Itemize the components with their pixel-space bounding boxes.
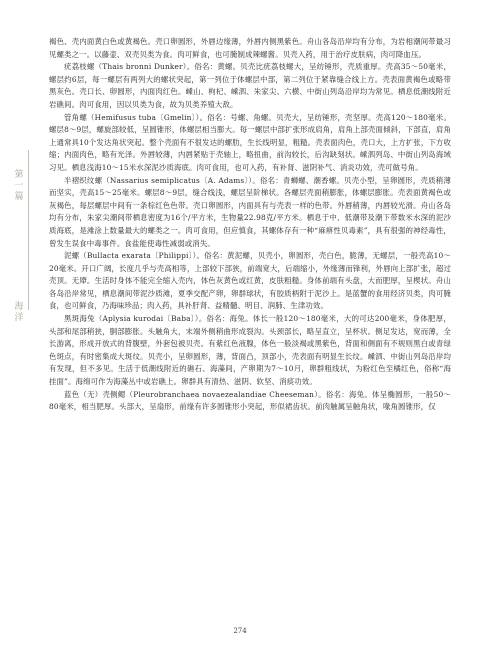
paragraph: 管角螺（Hemifusus tuba〔Gmelin〕）。俗名：号螺、角螺。贝壳大，呈纺锤形，壳坚厚。壳高120～180毫米。螺层8～9层，螺旋部较低，呈圆锥形，体螺层相当膨大。每一螺层中部扩张形成肩角，肩角上部壳面倾斜，下部直，肩角上通常具10个发达角状突起。整个壳面有不很发达的螺肋，生长线明显，粗糙。壳表面肉色，壳口大，上方扩张，下方收缩；内面肉色，略有光泽。外唇较薄，内唇紧贴于壳轴上，略扭曲，前沟较长，后沟缺刻状。嵊泗列岛、中街山列岛海域习见。栖息浅海10～15米水深泥沙质海底。肉可食用，也可入药，有补肾、滋阴补气、消炎功效，壳可做号角。 [49,112,451,172]
body-text [49,36,451,414]
paragraph: 蓝色（无）壳侧鳃（Pleurobranchaea novaezealandiae Cheeseman）。俗名：海兔。体呈椭圆形，一般50～80毫米，相当肥厚。头部大，呈扇形，前缘有许多圆锥形小突起，形似裙齿状。前肉触属呈触角状，喙角圆锥形，仅 [49,389,451,412]
paragraph: 疣荔枝螺（Thais bronni Dunker）。俗名：黄螺。贝壳比疣荔枝螺大，呈纺锤形，壳质重厚。壳高35～50毫米，螺层约6层，每一螺层有两列大的螺状突起，第一列位于体螺层中部，第二列位于紧靠缝合线上方。壳表面黄褐色或略带黑灰色。壳口长、卵圆形，内面肉红色。嵊山、枸杞、嵊泗、朱家尖、六横、中街山列岛沿岸均为常见。栖息低潮线附近岩礁间。肉可食用，因以贝类为食，故为贝类养殖大敌。 [49,62,451,109]
paragraph: 黑斑海兔（Aplysia kurodai〔Baba〕）。俗名：海兔。体长一般120～180毫米，大的可达200毫米，身体肥厚，头部和尾部稍狭，胴部膨胀。头触角大，末端外侧稍曲形成裂沟。头颈部长，略呈直立，呈杯状。侧足发达，宽而薄，全长游离，形成开放式的背腹壁，外套包被贝壳。有紫红色液腺，体色一般淡褐或黑紫色，背面和侧面有不规则黑白或青绿色斑点，有时密集成大斑纹。贝壳小，呈卵圆形，薄，背面凸，顶部小，壳表面有明显生长纹。嵊泗、中街山列岛沿岸均有发现，但不多见。生活于低潮线附近的礁石、海藻间，产卵期为7～10月，卵群粗线状，为粉红色至橘红色，俗称“海挂面”。海绵可作为海藻丛中或岩礁上。卵群具有清热、滋阴、软坚、消痰功效。 [49,314,451,387]
section-label: 海洋 [14,302,24,323]
paragraph: 褐色、壳内面黄白色或黄褐色。壳口卵圆形，外唇边缘薄，外唇内侧黑紫色。舟山各岛沿岸均有分布，为岩相潮间带最习见螺类之一。以藤壶、双壳贝类为食。肉可鲜食，也可腌制成辣螺酱。贝壳入药，用于治疗皮肤病，肉可降血压。 [49,37,451,59]
paragraph: 泥螺（Bullacta exarata〔Philippi〕）。俗名：黄泥螺，贝壳小，卵圆形，壳白色，脆薄，无螺层，一般壳高10～20毫米。开口广阔，长度几乎与壳高相等，上部较下部狭，前端宽大，后端缩小，外缘薄而锋利，外唇向上部扩张，超过壳顶。无厣。生活时身体不能完全缩入壳内，体色灰黄色或红黄，皮肤粗糙。身体前端有头盘，大而肥厚，呈楔状。舟山各岛沿岸常见，栖息潮间带泥沙质滩，夏季交配产卵，卵群球状，有胶质柄附于泥沙上。是蓝蟹的食用经济贝类，肉可腌食，也可鲜食，乃海味珍品；肉入药，具补肝肾、益精髓、明目、润肺、生津功效。 [49,251,451,311]
page-number: 274 [233,627,247,635]
chapter-label: 第一篇 [14,170,24,202]
paragraph: 半褶织纹螺（Nassarius semiplicatus〔A. Adams〕）。俗名：青蛳螺、潮香螺。贝壳小型，呈卵圆形，壳质稍薄而坚实，壳高15～25毫米。螺层8～9层，缝合线浅，螺层呈阶梯状。各螺层壳面稍膨胀，体螺层膨胀。壳表面黄褐色或灰褐色，每层螺层中间有一条棕红色色带。壳口卵圆形，内面具有与壳表一样的色带。外唇稍薄，内唇较光滑。舟山各岛均有分布，朱家尖潮间带栖息密度为16个/平方米，生物量22.98克/平方米。栖息于中、低潮带及潮下带数米水深的泥沙质海底，是滩涂上数量最大的螺类之一。肉可食用，但应慎食，其螺体存有一种“麻痹性贝毒素”，具有很强的神经毒性，曾发生误食中毒事件。食盐能使毒性减弱或消失。 [49,175,451,248]
